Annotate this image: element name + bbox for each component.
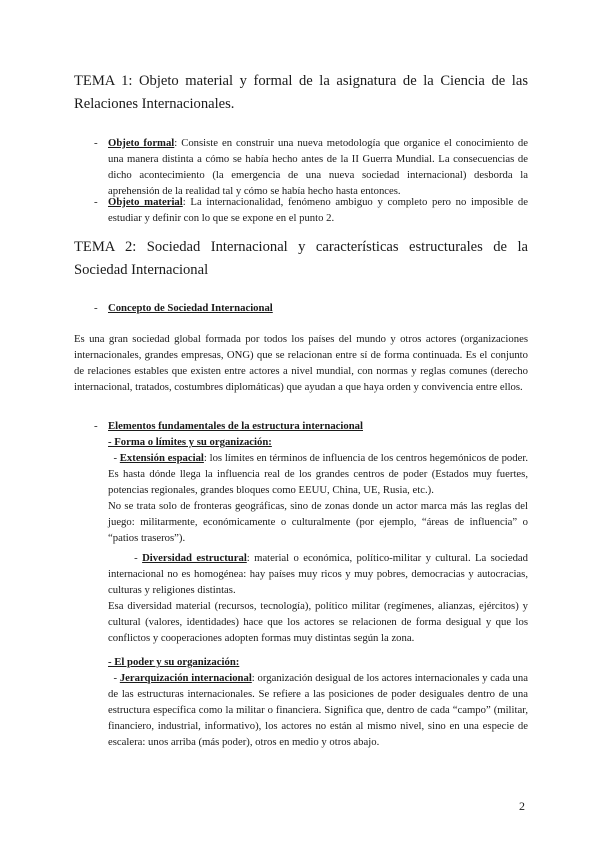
tema2-title: TEMA 2: Sociedad Internacional y características estructurales de la Sociedad Internacional bbox=[74, 239, 528, 278]
extension-term: Extensión espacial bbox=[119, 452, 204, 464]
diversidad-paragraph-2: Esa diversidad material (recursos, tecnología), político militar (regímenes, alianzas, ejércitos) y cultural (valores, identidades) hace que los actores se relacionen de forma desigual y que los conflictos y cooperaciones adopten formas muy distintas según la zona. bbox=[108, 600, 528, 644]
diversidad-paragraph: - Diversidad estructural: material o económica, político-militar y cultural. La sociedad internacional no es homogénea: hay países muy ricos y muy pobres, democracias y autocracias, culturas y religiones distintas. bbox=[108, 552, 528, 596]
bullet-dash: - bbox=[94, 302, 98, 314]
jerarquia-paragraph: - Jerarquización internacional: organización desigual de los actores internacionales y cada una de las estructuras internacionales. Se refiere a las posiciones de poder desiguales dentro de una estructura específica como la militar o financiera. Significa que, dentro de cada “campo” (militar, financiero, industrial, informativo), los actores no están al mismo nivel, sino en una especie de escalera: unos arriba (más poder), otros en medio y otros abajo. bbox=[108, 672, 528, 748]
jerarquia-term: Jerarquización internacional bbox=[119, 672, 252, 684]
objeto-material-text: : La internacionalidad, fenómeno ambiguo y completo pero no imposible de estudiar y definir con lo que se expone en el punto 2. bbox=[108, 196, 528, 224]
objeto-formal-text: : Consiste en construir una nueva metodología que organice el conocimiento de una manera distinta a cómo se había hecho antes de la II Guerra Mundial. La consecuencias de dicho acontecimiento (la emergencia de una nueva sociedad internacional) desborda la aprehensión de la realidad tal y cómo se había hecho hasta entonces. bbox=[108, 137, 528, 197]
tema1-item-objeto-material bbox=[108, 194, 528, 226]
poder-heading: - El poder y su organización: bbox=[108, 656, 240, 668]
forma-heading: - Forma o límites y su organización: bbox=[108, 436, 272, 448]
elementos-heading: Elementos fundamentales de la estructura internacional bbox=[108, 420, 363, 432]
bullet-dash: - bbox=[94, 196, 98, 208]
concepto-heading: Concepto de Sociedad Internacional bbox=[108, 302, 273, 314]
extension-paragraph-2: No se trata solo de fronteras geográficas, sino de zonas donde un actor marca más las reglas del juego: militarmente, económicamente o culturalmente (por ejemplo, “áreas de influencia” o “patios traseros”). bbox=[108, 500, 528, 544]
bullet-dash: - bbox=[94, 420, 98, 432]
objeto-material-term: Objeto material bbox=[108, 196, 183, 208]
bullet-dash: - bbox=[94, 137, 98, 149]
page-number: 2 bbox=[519, 799, 525, 813]
concepto-paragraph: Es una gran sociedad global formada por todos los países del mundo y otros actores (organizaciones internacionales, grandes empresas, ONG) que se relacionan entre sí de forma continuada. Es el conjunto de relaciones estables que existen entre actores a nivel mundial, con normas y reglas comunes (derecho internacional, tratados, costumbres diplomáticas) que ayudan a que haya orden y convivencia entre ellos. bbox=[74, 333, 528, 393]
tema1-item-objeto-formal bbox=[108, 135, 528, 199]
objeto-formal-term: Objeto formal bbox=[108, 137, 175, 149]
tema1-title: TEMA 1: Objeto material y formal de la asignatura de la Ciencia de las Relaciones Internacionales. bbox=[74, 73, 528, 112]
diversidad-term: Diversidad estructural bbox=[142, 552, 247, 564]
extension-paragraph: - Extensión espacial: los límites en términos de influencia de los centros hegemónicos de poder. Es hasta dónde llega la influencia real de los grandes centros de poder (Estados muy fuertes, potencias regionales, grandes bloques como EEUU, China, UE, Rusia, etc.). bbox=[108, 452, 529, 496]
